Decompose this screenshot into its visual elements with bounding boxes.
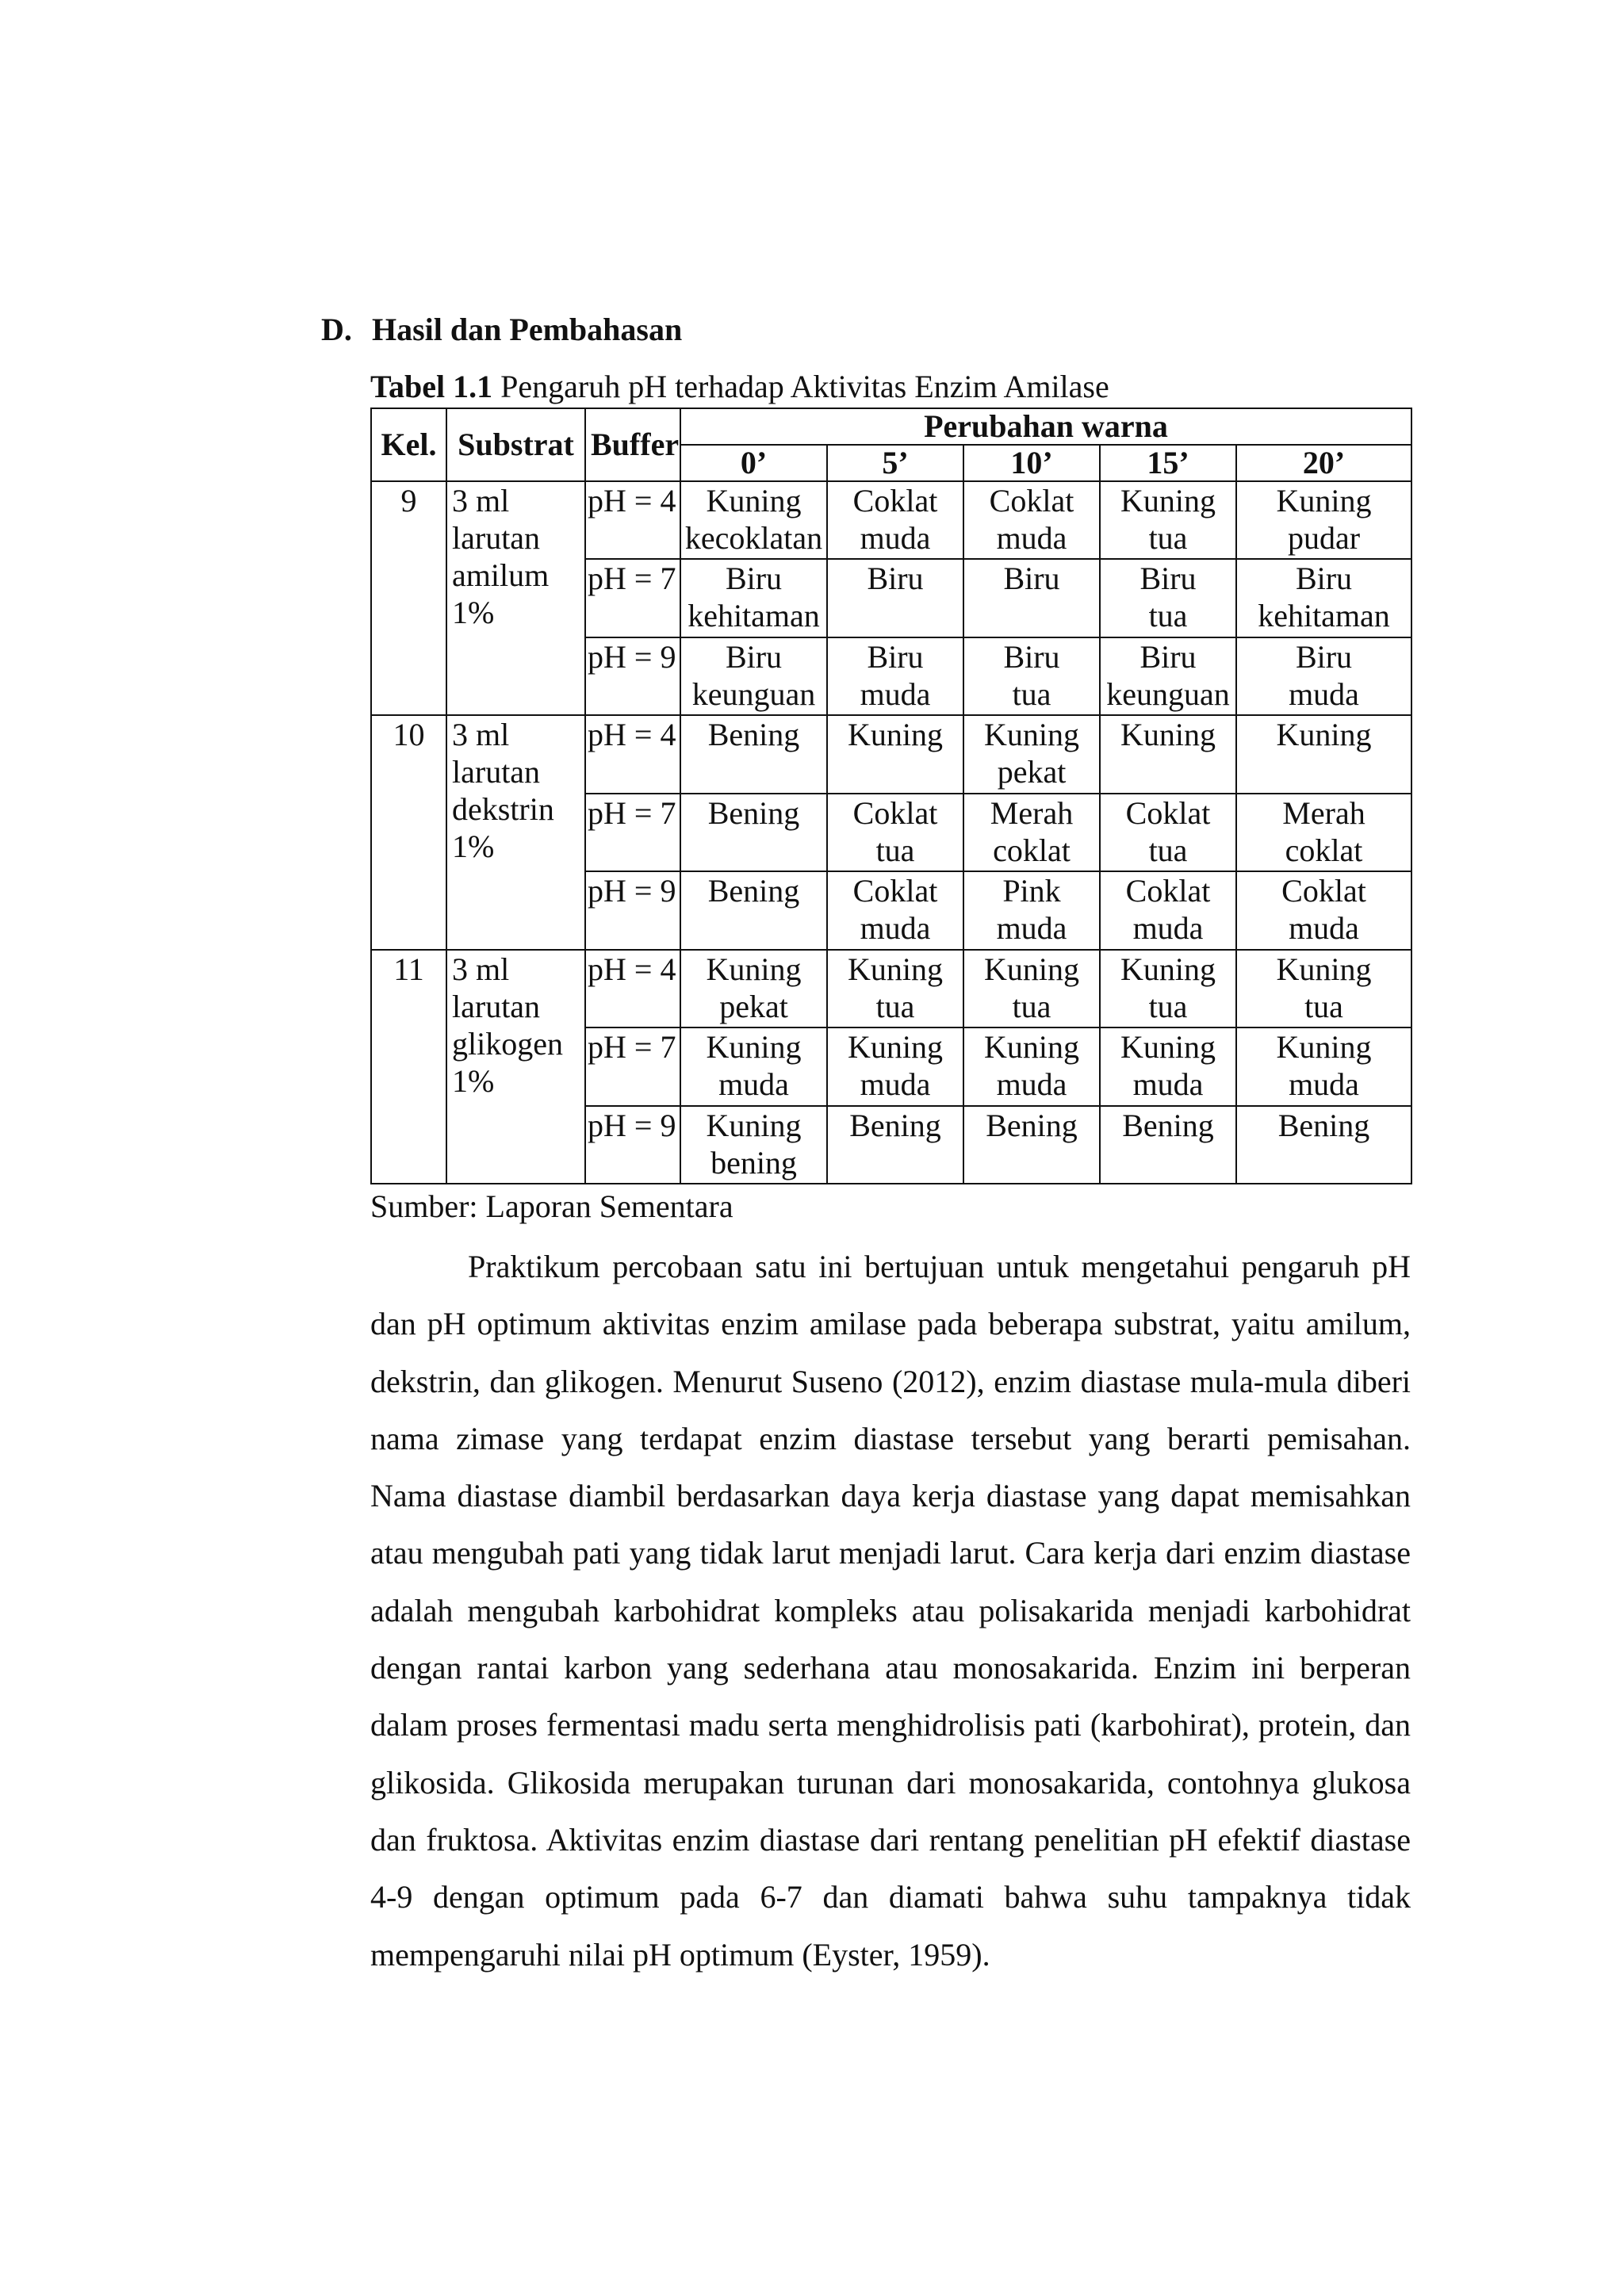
cell-color-value [1236,950,1411,1027]
cell-color-value [827,794,963,871]
cell-color-value [963,794,1100,871]
cell-color-value [680,637,827,715]
table-caption-text: Pengaruh pH terhadap Aktivitas Enzim Amilase [492,369,1109,404]
color-value-line: Kuning [706,1107,802,1143]
header-time: 5’ [827,445,963,481]
color-value-line: Coklat [989,483,1074,519]
color-value-line: Bening [707,717,800,753]
substrat-line: glikogen [452,1025,563,1062]
cell-color-value [1236,481,1411,559]
color-value-line: Coklat [1281,873,1366,909]
cell-color-value [1100,794,1236,871]
color-value-line: Kuning [984,1029,1079,1066]
color-value-line: Biru [867,638,924,675]
cell-color-value [963,559,1100,637]
color-value-line: Coklat [852,483,938,519]
substrat-line: 1% [452,828,495,865]
cell-buffer: pH = 7 [585,1027,680,1105]
color-value-line: Kuning [706,951,802,987]
color-value-line: tua [1012,675,1051,712]
substrat-line: 3 ml [452,483,510,519]
color-value-line: Kuning [984,951,1079,987]
cell-color-value [680,794,827,871]
color-value-line: Bening [1277,1107,1370,1143]
cell-color-value [1236,559,1411,637]
color-value-line: Kuning [984,717,1079,753]
color-value-line: muda [860,675,931,712]
color-value-line: muda [860,1066,931,1103]
color-value-line: muda [1289,910,1359,947]
cell-color-value [1100,637,1236,715]
color-value-line: Coklat [852,794,938,831]
color-value-line: tua [1148,598,1188,634]
cell-color-value [1100,1106,1236,1184]
color-value-line: keunguan [691,675,816,712]
table-body [371,481,1411,1184]
cell-color-value [1236,871,1411,949]
cell-color-value [680,715,827,793]
header-time: 15’ [1100,445,1236,481]
cell-substrat [446,481,585,715]
substrat-line: 1% [452,1062,495,1099]
cell-color-value [680,950,827,1027]
header-kel: Kel. [371,408,446,481]
color-value-line: Kuning [1276,483,1372,519]
color-value-line: pekat [997,754,1067,790]
substrat-line: 1% [452,595,495,630]
cell-color-value [1100,871,1236,949]
body-paragraph: Praktikum percobaan satu ini bertujuan untuk mengetahui pengaruh pH dan pH optimum aktivitas enzim amilase pada beberapa substrat, yaitu amilum, dekstrin, dan glikogen. Menurut Suseno (2012), enzim diastase mula-mula diberi nama zimase yang terdapat enzim diastase tersebut yang berarti pemisahan. Nama diastase diambil berdasarkan daya kerja diastase yang dapat memisahkan atau mengubah pati yang tidak larut menjadi larut. Cara kerja dari enzim diastase adalah mengubah karbohidrat kompleks atau polisakarida menjadi karbohidrat dengan rantai karbon yang sederhana atau monosakarida. Enzim ini berperan dalam proses fermentasi madu serta menghidrolisis pati (karbohirat), protein, dan glikosida. Glikosida merupakan turunan dari monosakarida, contohnya glukosa dan fruktosa. Aktivitas enzim diastase dari rentang penelitian pH efektif diastase 4-9 dengan optimum pada 6-7 dan diamati bahwa suhu tampaknya tidak mempengaruhi nilai pH optimum (Eyster, 1959). [370,1249,1411,1973]
substrat-line: 3 ml [452,951,510,987]
cell-kel: 10 [371,715,446,949]
cell-kel: 11 [371,950,446,1184]
color-value-line: Biru [725,638,783,675]
color-value-line: Kuning [1120,717,1216,753]
cell-color-value [963,1027,1100,1105]
cell-buffer: pH = 7 [585,794,680,871]
color-value-line: kehitaman [1258,598,1390,634]
color-value-line: Biru [867,561,924,597]
cell-color-value [963,871,1100,949]
cell-color-value [963,1106,1100,1184]
color-value-line: muda [996,520,1067,556]
cell-color-value [963,950,1100,1027]
table-row [371,715,1411,793]
table-caption [370,368,1109,405]
color-value-line: Bening [986,1107,1078,1143]
cell-color-value [1236,794,1411,871]
cell-color-value [827,481,963,559]
color-value-line: Biru [725,561,783,597]
cell-color-value [680,481,827,559]
header-substrat: Substrat [446,408,585,481]
cell-color-value [827,950,963,1027]
header-perubahan-warna: Perubahan warna [680,408,1411,445]
color-value-line: Merah [1282,794,1365,831]
color-value-line: pekat [719,988,788,1024]
color-value-line: pudar [1287,520,1361,556]
color-value-line: Kuning [848,1029,943,1066]
color-value-line: tua [1148,988,1188,1024]
header-time: 0’ [680,445,827,481]
color-value-line: Kuning [1120,483,1216,519]
color-value-line: kehitaman [688,598,820,634]
color-value-line: coklat [1285,832,1363,868]
cell-color-value [1236,1027,1411,1105]
color-value-line: Coklat [1125,794,1211,831]
cell-color-value [827,715,963,793]
cell-color-value [1100,950,1236,1027]
section-letter: D. [321,312,352,347]
cell-buffer: pH = 4 [585,715,680,793]
cell-color-value [1100,715,1236,793]
cell-color-value [827,1027,963,1105]
cell-color-value [680,559,827,637]
color-value-line: coklat [993,832,1071,868]
color-value-line: Biru [1295,638,1353,675]
color-value-line: tua [875,832,915,868]
color-value-line: Kuning [1120,951,1216,987]
color-value-line: Bening [707,873,800,909]
color-value-line: Biru [1139,638,1197,675]
cell-buffer: pH = 9 [585,1106,680,1184]
color-value-line: kecoklatan [684,520,823,556]
color-value-line: Biru [1139,561,1197,597]
cell-color-value [827,1106,963,1184]
color-value-line: Coklat [852,873,938,909]
cell-buffer: pH = 4 [585,481,680,559]
color-value-line: muda [1289,1066,1359,1103]
color-value-line: muda [996,910,1067,947]
cell-color-value [680,1106,827,1184]
cell-color-value [680,871,827,949]
header-time: 20’ [1236,445,1411,481]
cell-substrat [446,715,585,949]
color-value-line: muda [996,1066,1067,1103]
cell-buffer: pH = 9 [585,637,680,715]
table-caption-label: Tabel 1.1 [370,369,493,404]
color-value-line: Biru [1003,561,1060,597]
color-value-line: tua [875,988,915,1024]
color-value-line: Pink [1002,873,1061,909]
header-buffer: Buffer [585,408,680,481]
substrat-line: 3 ml [452,717,510,753]
color-value-line: Kuning [706,483,802,519]
color-value-line: muda [860,520,931,556]
color-value-line: bening [710,1144,797,1181]
color-value-line: tua [1148,832,1188,868]
cell-color-value [963,637,1100,715]
cell-buffer: pH = 4 [585,950,680,1027]
color-value-line: muda [860,910,931,947]
header-time: 10’ [963,445,1100,481]
cell-color-value [1236,715,1411,793]
cell-buffer: pH = 7 [585,559,680,637]
cell-color-value [1236,637,1411,715]
substrat-line: amilum [452,557,550,593]
cell-color-value [827,559,963,637]
section-heading [321,311,682,348]
color-value-line: muda [1289,675,1359,712]
cell-substrat [446,950,585,1184]
color-value-line: muda [718,1066,789,1103]
table-source: Sumber: Laporan Sementara [370,1188,733,1224]
color-value-line: tua [1304,988,1343,1024]
color-value-line: Kuning [1276,717,1372,753]
results-table [370,408,1412,1184]
color-value-line: keunguan [1106,675,1230,712]
cell-kel: 9 [371,481,446,715]
color-value-line: Kuning [848,717,943,753]
table-row [371,481,1411,559]
color-value-line: Kuning [706,1029,802,1066]
color-value-line: Biru [1295,561,1353,597]
cell-color-value [827,871,963,949]
substrat-line: larutan [452,988,541,1024]
cell-color-value [1100,481,1236,559]
cell-color-value [1100,559,1236,637]
cell-color-value [1100,1027,1236,1105]
color-value-line: muda [1132,1066,1204,1103]
color-value-line: Merah [990,794,1074,831]
cell-color-value [680,1027,827,1105]
color-value-line: muda [1132,910,1204,947]
table-row [371,950,1411,1027]
color-value-line: Bening [849,1107,941,1143]
color-value-line: Kuning [848,951,943,987]
color-value-line: tua [1148,520,1188,556]
cell-color-value [963,481,1100,559]
cell-color-value [963,715,1100,793]
color-value-line: Kuning [1276,1029,1372,1066]
substrat-line: larutan [452,754,541,790]
color-value-line: Kuning [1276,951,1372,987]
section-title: Hasil dan Pembahasan [372,312,683,347]
color-value-line: Kuning [1120,1029,1216,1066]
substrat-line: dekstrin [452,791,554,828]
cell-color-value [827,637,963,715]
color-value-line: Bening [1122,1107,1214,1143]
cell-buffer: pH = 9 [585,871,680,949]
cell-color-value [1236,1106,1411,1184]
color-value-line: Bening [707,794,800,831]
color-value-line: Coklat [1125,873,1211,909]
color-value-line: tua [1012,988,1051,1024]
color-value-line: Biru [1003,638,1060,675]
substrat-line: larutan [452,520,541,556]
